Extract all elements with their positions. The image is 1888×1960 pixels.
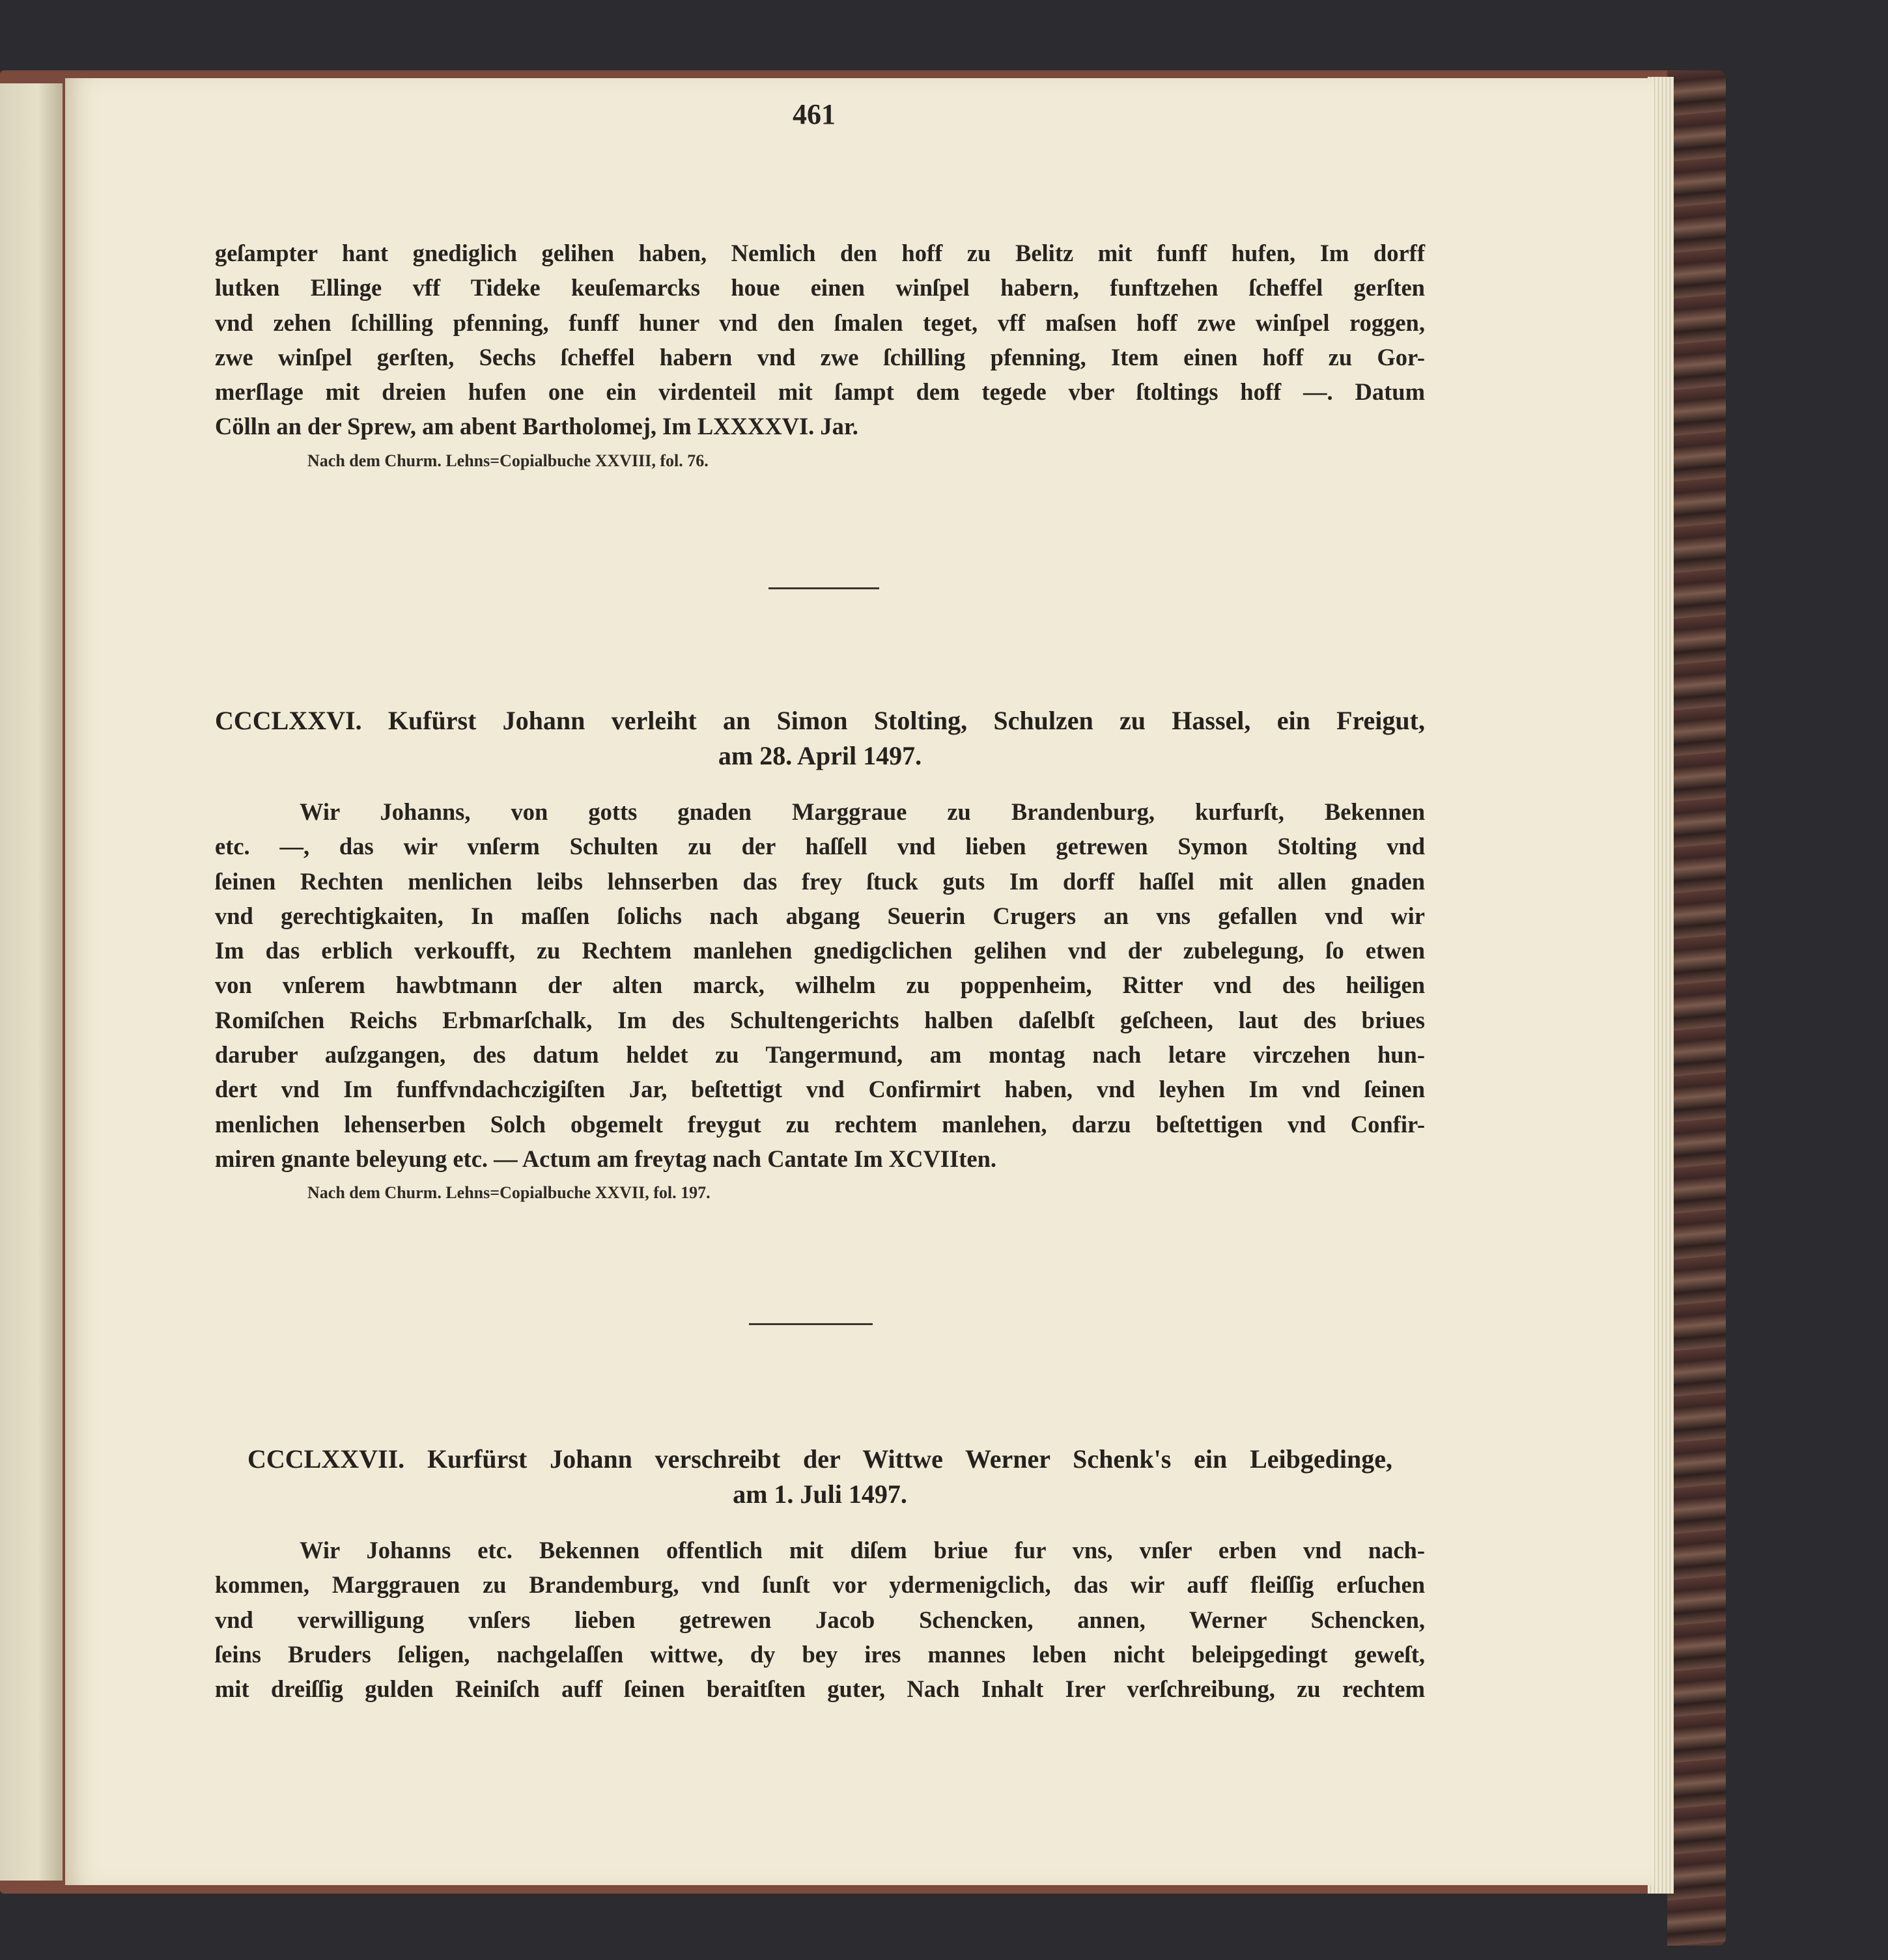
text-line: vnd zehen ſchilling pfenning, funff huner vnd den ſmalen teget, vff maſsen hoff zwe winſpel roggen, (215, 309, 1425, 336)
section-ccclxxvii (215, 1442, 1425, 1706)
text-line: kommen, Marggrauen zu Brandemburg, vnd ſunſt vor ydermenigclich, das wir auff fleiſſig erſuchen (215, 1571, 1425, 1599)
section-divider (749, 1323, 873, 1325)
text-line: mit dreiſſig gulden Reiniſch auff ſeinen beraitſten guter, Nach Inhalt Irer verſchreibung, zu rechtem (215, 1675, 1425, 1703)
text-line: ſeinen Rechten menlichen leibs lehnserben das frey ſtuck guts Im dorff haſſel mit allen gnaden (215, 867, 1425, 895)
source-note: Nach dem Churm. Lehns=Copialbuche XXVII, fol. 197. (307, 1183, 711, 1203)
text-line: lutken Ellinge vff Tideke keuſemarcks houe einen winſpel habern, funftzehen ſcheffel gerſten (215, 274, 1425, 301)
text-line: dert vnd Im funffvndachczigiſten Jar, beſtettigt vnd Confirmirt haben, vnd leyhen Im vnd ſeinen (215, 1076, 1425, 1103)
text-line: Cölln an der Sprew, am abent Bartholomej, Im LXXXXVI. Jar. (215, 413, 858, 440)
page-number: 461 (793, 98, 836, 130)
section-continuation (215, 236, 1425, 473)
document-body (215, 1533, 1425, 1706)
text-line: menlichen lehenserben Solch obgemelt freygut zu rechtem manlehen, darzu beſtettigen vnd Confir- (215, 1110, 1425, 1138)
text-line: zwe winſpel gerſten, Sechs ſcheffel habern vnd zwe ſchilling pfenning, Item einen hoff zu Gor- (215, 343, 1425, 371)
document-body (215, 794, 1425, 1176)
heading-date: am 28. April 1497. (718, 741, 922, 770)
section-ccclxxvi (215, 703, 1425, 1205)
text-line: miren gnante beleyung etc. — Actum am freytag nach Cantate Im XCVIIten. (215, 1145, 996, 1172)
section-divider (768, 587, 879, 589)
text-line: vnd verwilligung vnſers lieben getrewen Jacob Schencken, annen, Werner Schencken, (215, 1606, 1425, 1633)
heading-date: am 1. Juli 1497. (733, 1479, 907, 1509)
text-line: geſampter hant gnediglich gelihen haben, Nemlich den hoff zu Belitz mit funff hufen, Im dorff (215, 240, 1425, 266)
continuation-paragraph (215, 236, 1425, 444)
text-line: Wir Johanns etc. Bekennen offentlich mit diſem briue fur vns, vnſer erben vnd nach- (300, 1537, 1425, 1563)
text-line: Wir Johanns, von gotts gnaden Marggraue zu Brandenburg, kurfurſt, Bekennen (300, 798, 1425, 825)
text-line: von vnſerem hawbtmann der alten marck, wilhelm zu poppenheim, Ritter vnd des heiligen (215, 972, 1425, 999)
text-line: merſlage mit dreien hufen one ein virdenteil mit ſampt dem tegede vber ſtoltings hoff —. Datum (215, 378, 1425, 406)
text-line: ſeins Bruders ſeligen, nachgelaſſen wittwe, dy bey ires mannes leben nicht beleipgedingt geweſt, (215, 1640, 1425, 1668)
text-line: Im das erblich verkoufft, zu Rechtem manlehen gnedigclichen gelihen vnd der zubelegung, ſo etwen (215, 937, 1425, 964)
text-line: etc. —, das wir vnſerm Schulten zu der haſſell vnd lieben getrewen Symon Stolting vnd (215, 833, 1425, 860)
source-note: Nach dem Churm. Lehns=Copialbuche XXVIII, fol. 76. (307, 451, 709, 470)
text-line: vnd gerechtigkaiten, In maſſen ſolichs nach abgang Seuerin Crugers an vns gefallen vnd wir (215, 902, 1425, 929)
left-page-edge (0, 83, 63, 1881)
document-heading (215, 1442, 1425, 1512)
heading-title: CCCLXXVI. Kufürst Johann verleiht an Simon Stolting, Schulzen zu Hassel, ein Freigut, (215, 706, 1425, 735)
marbled-edge (1667, 70, 1726, 1946)
text-line: Romiſchen Reichs Erbmarſchalk, Im des Schultengerichts halben daſelbſt geſcheen, laut des briues (215, 1006, 1425, 1033)
document-heading (215, 703, 1425, 774)
heading-title: CCCLXXVII. Kurfürst Johann verschreibt der Wittwe Werner Schenk's ein Leibgedinge, (247, 1444, 1392, 1474)
text-line: daruber auſzgangen, des datum heldet zu Tangermund, am montag nach letare virczehen hun- (215, 1041, 1425, 1069)
